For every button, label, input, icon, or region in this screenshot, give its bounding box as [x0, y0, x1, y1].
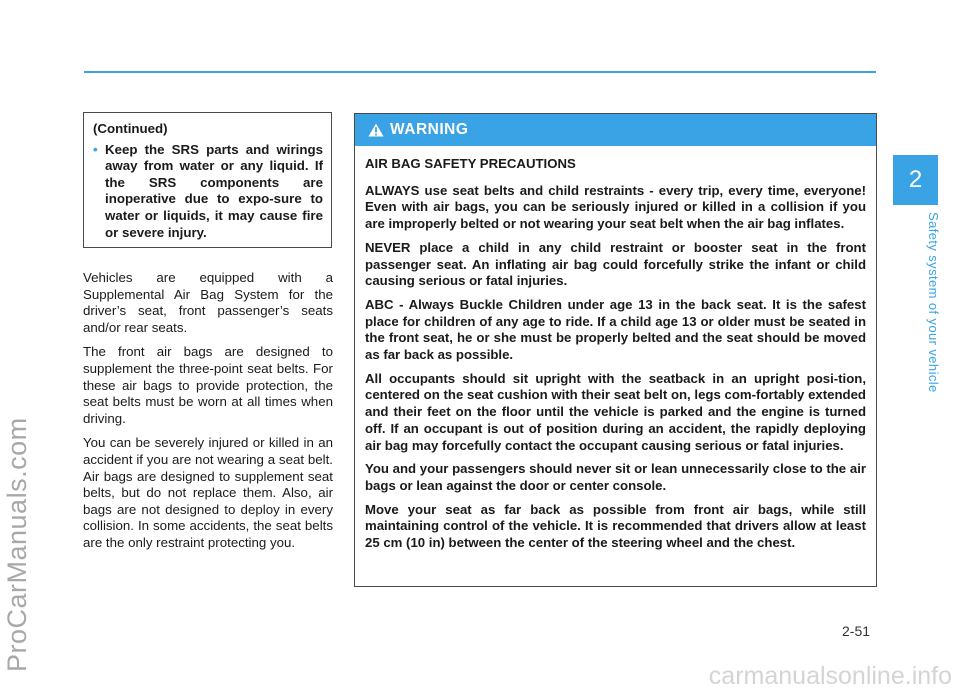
continued-box — [83, 112, 332, 248]
warning-paragraph: NEVER place a child in any child restraint or booster seat in the front passenger seat. An inflating air bag could forcefully strike the infant or child causing serious or fatal injuries. — [365, 239, 866, 289]
page-number: 2-51 — [842, 623, 871, 639]
warning-body — [355, 146, 876, 552]
warning-paragraph: All occupants should sit upright with the seatback in an upright posi-tion, centered on the seat cushion with their seat belt on, legs com-fortably extended and their feet on the floor until the vehicle is parked and the engine is turned off. If an occupant is out of position during an accident, the rapidly deploying air bag may forcefully contact the occupant causing serious or fatal injuries. — [365, 370, 866, 453]
section-title: Safety system of your vehicle — [926, 212, 941, 393]
body-paragraph: You can be severely injured or killed in an accident if you are not wearing a seat belt. Air bags are designed to supplement seat belts, but do not replace them. Also, air bags are not designed to deploy in every collision. In some accidents, the seat belts are the only restraint protecting you. — [83, 435, 333, 550]
warning-header — [355, 114, 876, 146]
body-column — [83, 270, 333, 560]
warning-triangle-icon — [368, 123, 384, 137]
bullet-icon: • — [93, 141, 98, 157]
side-watermark: ProCarManuals.com — [2, 417, 32, 672]
chapter-number: 2 — [908, 166, 923, 193]
body-paragraph: The front air bags are designed to supplement the three-point seat belts. For these air bags to provide protection, the seat belts must be worn at all times when driving. — [83, 344, 333, 426]
warning-paragraph: Move your seat as far back as possible from front air bags, while still maintaining control of the vehicle. It is recommended that drivers allow at least 25 cm (10 in) between the center of the steering wheel and the chest. — [365, 501, 866, 551]
warning-paragraph: ALWAYS use seat belts and child restraints - every trip, every time, everyone! Even with air bags, you can be seriously injured or killed in a collision if you are improperly belted or not wearing your seat belt when the air bag inflates. — [365, 182, 866, 232]
continued-item — [93, 142, 323, 242]
header-rule — [84, 71, 876, 73]
continued-item-text: Keep the SRS parts and wirings away from water or any liquid. If the SRS components are inoperative due to expo-sure to water or liquids, it may cause fire or severe injury. — [105, 141, 323, 240]
bottom-watermark: carmanualsonline.info — [708, 662, 952, 690]
warning-paragraph: You and your passengers should never sit or lean unnecessarily close to the air bags or lean against the door or center console. — [365, 461, 866, 493]
warning-label: WARNING — [390, 121, 469, 138]
warning-title: AIR BAG SAFETY PRECAUTIONS — [365, 156, 576, 171]
continued-title: (Continued) — [93, 121, 168, 136]
warning-paragraph: ABC - Always Buckle Children under age 13 in the back seat. It is the safest place for children of any age to ride. If a child age 13 or older must be seated in the front seat, he or she must be properly belted and the seat should be moved as far back as possible. — [365, 296, 866, 363]
warning-box — [354, 113, 877, 587]
body-paragraph: Vehicles are equipped with a Supplemental Air Bag System for the driver’s seat, front passenger’s seats and/or rear seats. — [83, 270, 333, 335]
chapter-tab — [893, 155, 938, 205]
